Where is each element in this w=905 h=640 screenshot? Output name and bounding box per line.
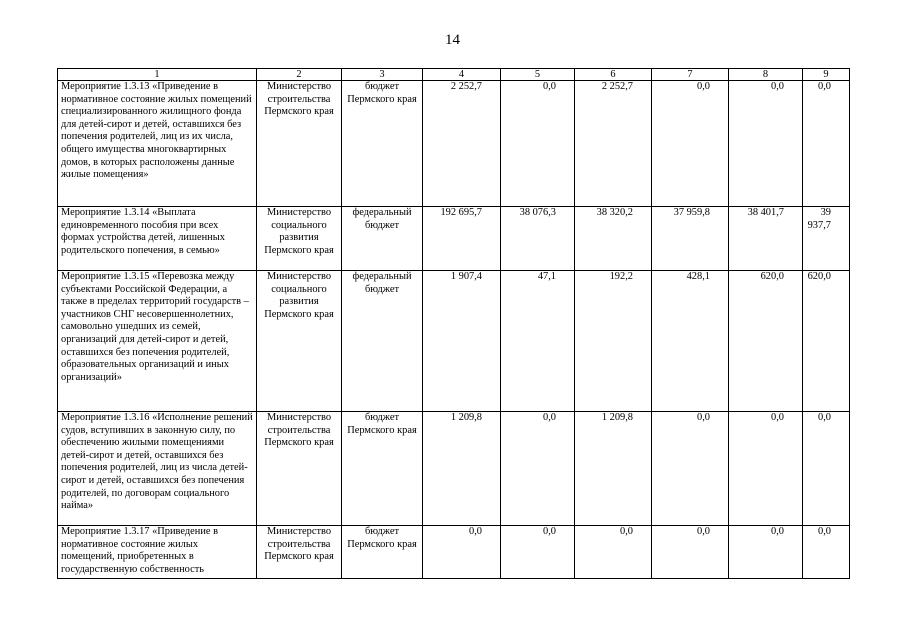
- value-cell: 2 252,7: [423, 81, 501, 207]
- table-row: [58, 526, 850, 579]
- value-cell: 38 401,7: [729, 207, 803, 271]
- header-row: [58, 69, 850, 81]
- value-cell: 620,0: [803, 271, 850, 412]
- value-cell: 0,0: [652, 81, 729, 207]
- value-cell: 0,0: [652, 526, 729, 579]
- source-cell: федеральный бюджет: [342, 207, 423, 271]
- value-cell: 0,0: [501, 526, 575, 579]
- value-cell: 2 252,7: [575, 81, 652, 207]
- value-cell: 1 209,8: [575, 412, 652, 526]
- value-cell: 192 695,7: [423, 207, 501, 271]
- source-cell: бюджет Пермского края: [342, 81, 423, 207]
- budget-table: [57, 68, 850, 579]
- table-row: [58, 207, 850, 271]
- event-cell: Мероприятие 1.3.14 «Выплата единовременного пособия при всех формах устройства детей, лишенных родительского попечения, в семью»: [58, 207, 257, 271]
- col-header: 7: [652, 69, 729, 81]
- value-cell: 0,0: [423, 526, 501, 579]
- page-number: 14: [445, 32, 460, 48]
- value-cell: 0,0: [501, 81, 575, 207]
- col-header: 2: [257, 69, 342, 81]
- col-header: 9: [803, 69, 850, 81]
- value-cell: 0,0: [729, 81, 803, 207]
- value-cell: 0,0: [652, 412, 729, 526]
- event-cell: Мероприятие 1.3.15 «Перевозка между субъектами Российской Федерации, а также в пределах территорий государств – участников СНГ несовершеннолетних, самовольно ушедших из семей, организаций для детей-сирот и детей, оставшихся без попечения родителей, образовательных организаций и иных организаций»: [58, 271, 257, 412]
- col-header: 1: [58, 69, 257, 81]
- source-cell: бюджет Пермского края: [342, 412, 423, 526]
- source-cell: бюджет Пермского края: [342, 526, 423, 579]
- value-cell: 620,0: [729, 271, 803, 412]
- value-cell: 0,0: [501, 412, 575, 526]
- value-cell: 39 937,7: [803, 207, 850, 271]
- value-cell: 0,0: [729, 526, 803, 579]
- value-cell: 0,0: [803, 412, 850, 526]
- source-cell: федеральный бюджет: [342, 271, 423, 412]
- table-row: [58, 271, 850, 412]
- value-cell: 38 320,2: [575, 207, 652, 271]
- executor-cell: Министерство социального развития Пермского края: [257, 207, 342, 271]
- value-cell: 0,0: [729, 412, 803, 526]
- value-cell: 192,2: [575, 271, 652, 412]
- executor-cell: Министерство строительства Пермского края: [257, 526, 342, 579]
- event-cell: Мероприятие 1.3.16 «Исполнение решений судов, вступивших в законную силу, по обеспечению жилыми помещениями детей-сирот и детей, оставшихся без попечения родителей, лиц из числа детей-сирот и детей, оставшихся без попечения родителей, по договорам социального найма»: [58, 412, 257, 526]
- event-cell: Мероприятие 1.3.17 «Приведение в нормативное состояние жилых помещений, приобретенных в государственную собственность: [58, 526, 257, 579]
- col-header: 8: [729, 69, 803, 81]
- executor-cell: Министерство строительства Пермского края: [257, 412, 342, 526]
- col-header: 5: [501, 69, 575, 81]
- value-cell: 37 959,8: [652, 207, 729, 271]
- value-cell: 0,0: [803, 81, 850, 207]
- value-cell: 428,1: [652, 271, 729, 412]
- value-cell: 47,1: [501, 271, 575, 412]
- executor-cell: Министерство социального развития Пермского края: [257, 271, 342, 412]
- col-header: 6: [575, 69, 652, 81]
- value-cell: 0,0: [803, 526, 850, 579]
- col-header: 3: [342, 69, 423, 81]
- col-header: 4: [423, 69, 501, 81]
- executor-cell: Министерство строительства Пермского края: [257, 81, 342, 207]
- value-cell: 1 907,4: [423, 271, 501, 412]
- value-cell: 38 076,3: [501, 207, 575, 271]
- table-row: [58, 81, 850, 207]
- value-cell: 0,0: [575, 526, 652, 579]
- value-cell: 1 209,8: [423, 412, 501, 526]
- table-row: [58, 412, 850, 526]
- event-cell: Мероприятие 1.3.13 «Приведение в нормативное состояние жилых помещений специализированного жилищного фонда для детей-сирот и детей, оставшихся без попечения родителей, лиц из их числа, общего имущества многоквартирных домов, в которых расположены данные жилые помещения»: [58, 81, 257, 207]
